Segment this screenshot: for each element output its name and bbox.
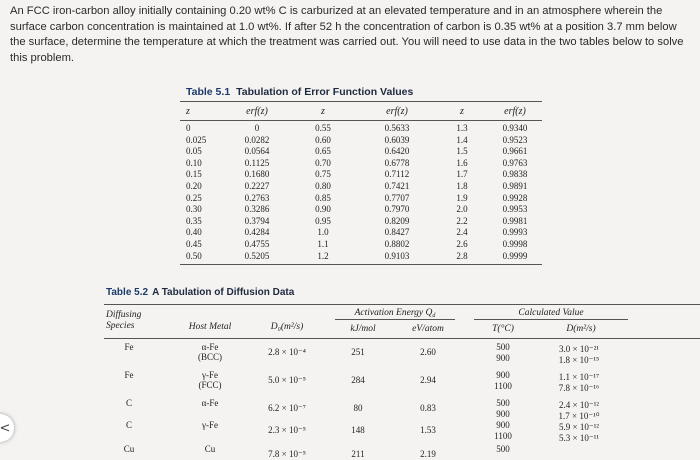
table-cell: 0.7421 [384, 180, 410, 191]
table-cell: 0.50 [186, 250, 202, 261]
table-5-1-header [180, 102, 542, 121]
table-cell: 1.6 [456, 157, 468, 168]
table-cell: 0.75 [315, 169, 331, 180]
activation-ev-cell: 1.53 [420, 425, 436, 435]
table-cell: 0.45 [186, 238, 202, 249]
d0-cell: 2.8 × 10⁻⁴ [268, 347, 306, 357]
table-cell: 0.15 [186, 169, 202, 180]
d0-cell: 7.8 × 10⁻⁵ [268, 449, 306, 459]
header-host-metal: Host Metal [188, 322, 232, 332]
table-cell: 0.1680 [244, 169, 270, 180]
table-row [180, 216, 542, 228]
table-cell: 0.85 [315, 192, 331, 203]
table-cell: 0.8427 [384, 227, 410, 238]
activation-kj-cell: 251 [351, 347, 365, 357]
temperature-cell: 900 [496, 420, 510, 430]
table-cell: 0.025 [186, 134, 207, 145]
table-row [180, 193, 542, 205]
table-cell: 0.5205 [244, 250, 270, 261]
table-cell: 1.9 [456, 192, 468, 203]
temperature-cell: 1100 [494, 431, 512, 441]
table-cell: 0.6420 [384, 146, 410, 157]
table-cell: 0.9998 [502, 238, 528, 249]
diffusing-species-cell: Cu [123, 444, 135, 454]
host-structure-cell: (BCC) [197, 352, 222, 362]
previous-page-button[interactable] [0, 414, 14, 442]
header-erf-1: erf(z) [246, 105, 268, 117]
header-erf-2: erf(z) [386, 105, 408, 117]
table-cell: 1.8 [456, 180, 468, 191]
host-structure-cell: (FCC) [198, 380, 222, 390]
header-temperature: T(°C) [492, 324, 514, 334]
table-cell: 0.4755 [244, 238, 270, 249]
table-cell: 0.55 [315, 123, 331, 133]
diffusion-value-cell: 2.4 × 10⁻¹² [559, 400, 599, 410]
table-cell: 2.0 [456, 204, 468, 215]
host-metal-cell: Cu [204, 444, 216, 454]
temperature-cell: 500 [496, 444, 510, 454]
diffusion-value-cell: 5.9 × 10⁻¹² [559, 422, 599, 432]
diffusion-value-cell: 7.8 × 10⁻¹⁶ [558, 383, 600, 393]
table-row [180, 239, 542, 251]
table-row [180, 169, 542, 181]
header-diffusing-species [106, 310, 141, 332]
table-cell: 0.3286 [244, 204, 270, 215]
table-cell: 0 [186, 123, 191, 133]
header-species-line-1: Diffusing [106, 310, 142, 320]
activation-ev-cell: 2.60 [420, 347, 436, 357]
table-cell: 1.3 [456, 123, 468, 133]
header-erf-3: erf(z) [504, 105, 526, 117]
table-cell: 0.9103 [384, 250, 410, 261]
table-cell: 0.30 [186, 204, 202, 215]
host-metal-cell: α-Fe [201, 342, 219, 352]
table-cell: 0.6039 [384, 134, 410, 145]
table-cell: 1.4 [456, 134, 468, 145]
table-cell: 1.7 [456, 169, 468, 180]
diffusion-value-cell: 1.8 × 10⁻¹⁵ [558, 355, 600, 365]
diffusing-species-cell: C [125, 398, 132, 408]
activation-kj-cell: 80 [353, 403, 363, 413]
table-cell: 0.6778 [384, 157, 410, 168]
table-5-2-caption [106, 287, 294, 298]
table-cell: 0.9763 [502, 157, 528, 168]
table-row [180, 251, 542, 263]
temperature-cell: 1100 [494, 381, 512, 391]
table-5-2-title: A Tabulation of Diffusion Data [152, 287, 295, 298]
header-ev-atom: eV/atom [412, 324, 444, 334]
diffusing-species-cell: Fe [124, 342, 134, 352]
host-metal-cell: γ-Fe [202, 420, 218, 430]
activation-ev-cell: 2.94 [420, 375, 436, 385]
temperature-cell: 900 [496, 409, 510, 419]
d0-cell: 5.0 × 10⁻⁵ [268, 375, 306, 385]
temperature-cell: 900 [496, 370, 510, 380]
header-species-line-2: Species [106, 321, 135, 331]
table-cell: 0.05 [186, 146, 202, 157]
table-cell: 2.2 [456, 215, 468, 226]
table-cell: 0.9523 [502, 134, 528, 145]
table-cell: 0.4284 [244, 227, 270, 238]
host-metal-cell: α-Fe [201, 398, 219, 408]
diffusing-species-cell: Fe [124, 370, 134, 380]
table-cell: 0.5633 [384, 123, 410, 133]
table-row [180, 158, 542, 170]
table-cell: 1.5 [456, 146, 468, 157]
diffusion-value-cell: 1.7 × 10⁻¹⁰ [558, 411, 600, 421]
table-5-2-header-rule [104, 338, 700, 339]
header-z-1: z [186, 105, 190, 117]
table-cell: 0.9661 [502, 146, 528, 157]
chevron-left-icon: < [0, 420, 11, 436]
temperature-cell: 500 [496, 342, 510, 352]
header-z-2: z [321, 105, 325, 117]
table-row [180, 181, 542, 193]
table-cell: 0.1125 [244, 157, 270, 168]
table-row [180, 123, 542, 135]
d0-cell: 2.3 × 10⁻⁵ [268, 425, 306, 435]
table-cell: 0.3794 [244, 215, 270, 226]
table-cell: 0.9953 [502, 204, 528, 215]
table-5-2-top-rule [104, 304, 700, 305]
table-cell: 0.80 [315, 180, 331, 191]
table-cell: 0.10 [186, 157, 202, 168]
table-5-1-title: Tabulation of Error Function Values [236, 86, 414, 98]
table-cell: 0.25 [186, 192, 202, 203]
header-activation-energy [335, 308, 455, 320]
diffusion-value-cell: 1.1 × 10⁻¹⁷ [558, 372, 600, 382]
table-cell: 0.9981 [502, 215, 528, 226]
table-cell: 0.0564 [244, 146, 270, 157]
table-5-1-body [180, 121, 542, 264]
host-metal-cell: γ-Fe [202, 370, 218, 380]
table-cell: 0.35 [186, 215, 202, 226]
table-cell: 0.60 [315, 134, 331, 145]
header-kj-mol: kJ/mol [350, 324, 376, 334]
table-row [180, 146, 542, 158]
table-cell: 0.9891 [502, 180, 528, 191]
error-function-table [180, 101, 542, 265]
table-cell: 1.1 [317, 238, 329, 249]
diffusing-species-cell: C [125, 420, 132, 430]
table-cell: 0.8802 [384, 238, 410, 249]
table-5-1-number: Table 5.1 [186, 86, 231, 98]
header-diffusion-coefficient: D(m²/s) [566, 324, 596, 334]
table-cell: 0.40 [186, 227, 202, 238]
table-row [180, 135, 542, 147]
d0-cell: 6.2 × 10⁻⁷ [268, 403, 306, 413]
table-cell: 0.9838 [502, 169, 528, 180]
activation-kj-cell: 148 [351, 425, 365, 435]
table-row [180, 204, 542, 216]
problem-statement: An FCC iron-carbon alloy initially containing 0.20 wt% C is carburized at an elevated temperature and in an atmosphere wherein the surface carbon concentration is maintained at 1.0 wt%. If after 52 h the concentration of carbon is 0.35 wt% at a position 3.7 mm below the surface, determine the temperature at which the treatment was carried out. You will need to use data in the two tables below to solve this problem. [10, 5, 684, 64]
header-activation-subscript: d [432, 313, 436, 319]
temperature-cell: 900 [496, 353, 510, 363]
header-z-3: z [460, 105, 464, 117]
activation-kj-cell: 284 [351, 375, 365, 385]
table-cell: 0.65 [315, 146, 331, 157]
header-activation-label: Activation Energy Q [354, 308, 433, 318]
table-cell: 2.8 [456, 250, 468, 261]
table-cell: 0.8209 [384, 215, 410, 226]
table-5-1-caption [186, 86, 413, 98]
table-cell: 2.4 [456, 227, 468, 238]
header-d0: D₀(m²/s) [270, 322, 304, 332]
table-cell: 0 [254, 123, 260, 133]
table-cell: 2.6 [456, 238, 468, 249]
diffusion-value-cell: 5.3 × 10⁻¹¹ [559, 433, 599, 443]
header-calculated-value: Calculated Value [474, 308, 628, 320]
table-cell: 0.70 [315, 157, 331, 168]
table-5-2-number: Table 5.2 [106, 287, 149, 298]
table-cell: 1.2 [317, 250, 329, 261]
table-cell: 0.2763 [244, 192, 270, 203]
table-cell: 0.9999 [502, 250, 528, 261]
table-cell: 0.7970 [384, 204, 410, 215]
table-cell: 0.2227 [244, 180, 270, 191]
table-cell: 0.9993 [502, 227, 528, 238]
table-cell: 0.9928 [502, 192, 528, 203]
diffusion-value-cell: 3.0 × 10⁻²¹ [559, 344, 599, 354]
table-cell: 0.7112 [384, 169, 410, 180]
table-cell: 0.0282 [244, 134, 270, 145]
table-cell: 0.7707 [384, 192, 410, 203]
table-cell: 1.0 [317, 227, 329, 238]
table-row [180, 227, 542, 239]
temperature-cell: 500 [496, 398, 510, 408]
activation-ev-cell: 0.83 [420, 403, 436, 413]
table-cell: 0.90 [315, 204, 331, 215]
activation-kj-cell: 211 [351, 449, 365, 459]
table-cell: 0.95 [315, 215, 331, 226]
table-cell: 0.9340 [502, 123, 528, 133]
activation-ev-cell: 2.19 [420, 449, 436, 459]
table-cell: 0.20 [186, 180, 202, 191]
